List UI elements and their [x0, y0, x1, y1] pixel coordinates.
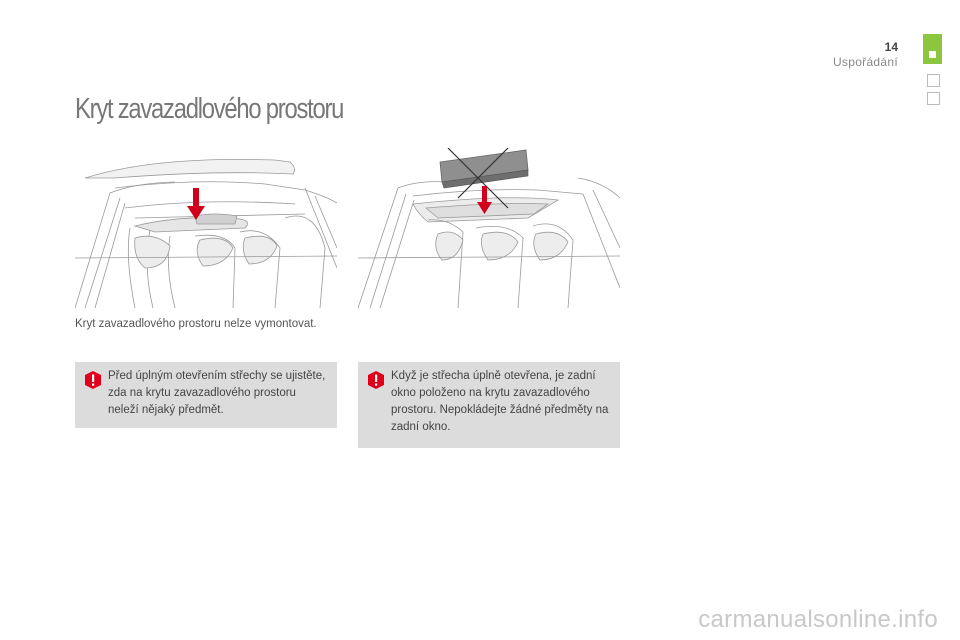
warning-text: Před úplným otevřením střechy se ujistěte, zda na krytu zavazadlového prostoru neleží nějaký předmět. — [108, 370, 326, 416]
watermark: carmanualsonline.info — [698, 606, 938, 633]
warning-exclamation-icon — [366, 370, 386, 390]
warning-text: Když je střecha úplně otevřena, je zadní okno položeno na krytu zavazadlového prostoru. Nepokládejte žádné předměty na zadní okno. — [391, 370, 609, 433]
caption: Kryt zavazadlového prostoru nelze vymontovat. — [75, 318, 317, 330]
section-name: Uspořádání — [832, 55, 898, 69]
page-number: 14 — [884, 40, 898, 54]
car-interior-illustration — [75, 148, 337, 308]
box-item — [440, 150, 528, 188]
warning-box — [358, 362, 620, 448]
car-interior-roof-open-illustration — [358, 148, 620, 308]
page-title: Kryt zavazadlového prostoru — [75, 93, 344, 125]
chapter-tab[interactable] — [927, 92, 940, 105]
tab-square-icon — [929, 51, 936, 58]
rear-window-illustration — [358, 148, 620, 308]
chapter-tab-active[interactable] — [923, 34, 942, 64]
chapter-tab[interactable] — [927, 74, 940, 87]
warning-exclamation-icon — [83, 370, 103, 390]
warning-box — [75, 362, 337, 428]
luggage-cover-illustration — [75, 148, 337, 308]
